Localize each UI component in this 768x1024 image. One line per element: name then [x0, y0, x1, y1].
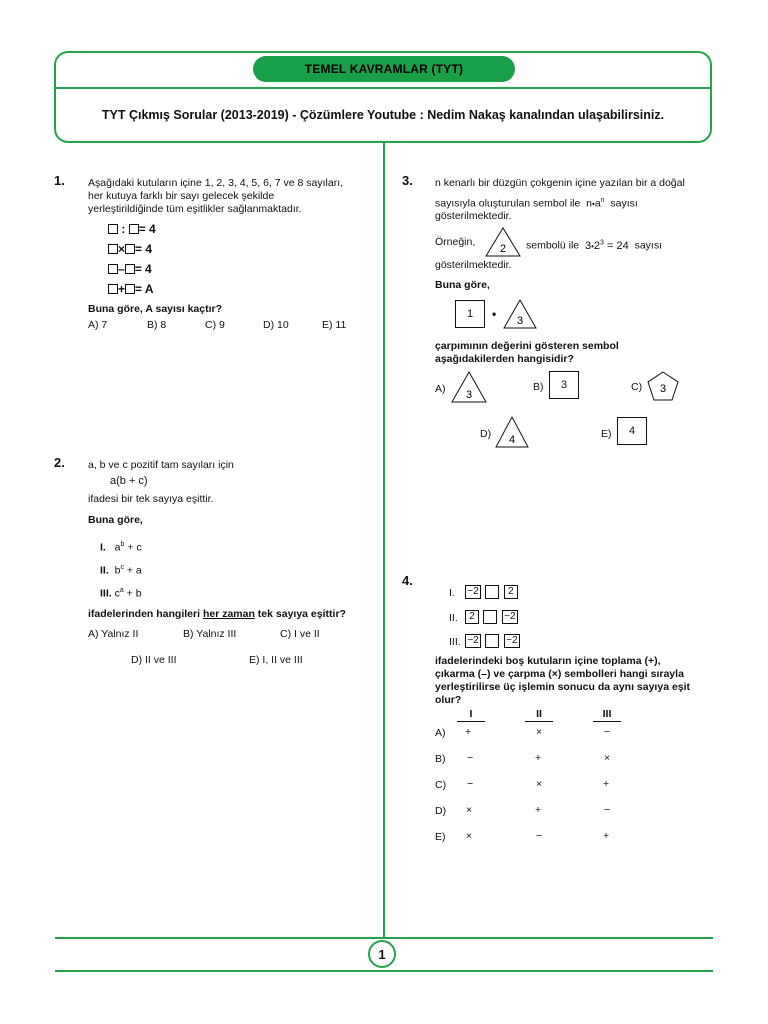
- q1-equation: + = A: [108, 282, 156, 302]
- q1-option: D) 10: [263, 319, 289, 331]
- q2-number: 2.: [54, 455, 65, 470]
- q4-header: III: [593, 708, 621, 722]
- q3-example-pre: Örneğin,: [435, 236, 476, 248]
- product-square: 1: [455, 300, 485, 328]
- q4-answer-cell: +: [535, 804, 542, 816]
- q4-answer-cell: +: [603, 778, 610, 790]
- q4-line4: olur?: [435, 694, 462, 706]
- svg-text:4: 4: [508, 434, 516, 446]
- q3-option-label: D): [480, 428, 492, 440]
- page-subtitle: TYT Çıkmış Sorular (2013-2019) - Çözümlere Youtube : Nedim Nakaş kanalından ulaşabilirsiniz.: [101, 108, 665, 122]
- svg-text:3: 3: [659, 383, 667, 395]
- q3-line3: gösterilmektedir.: [435, 210, 512, 222]
- q1-equation: × = 4: [108, 242, 156, 262]
- column-divider: [383, 143, 385, 938]
- q3-option-label: B): [533, 381, 544, 393]
- option-triangle-icon: [450, 370, 488, 404]
- product-dot: •: [492, 307, 497, 321]
- q4-answer-cell: ×: [604, 752, 611, 764]
- q1-option: B) 8: [147, 319, 167, 331]
- q4-text: [435, 655, 690, 707]
- q4-answer-cell: +: [603, 830, 610, 842]
- q2-line1: a, b ve c pozitif tam sayıları için: [88, 459, 234, 471]
- q2-option: D) II ve III: [131, 654, 177, 666]
- q4-header: I: [457, 708, 485, 722]
- option-square: 3: [549, 371, 579, 399]
- q4-answer-cell: −: [536, 830, 543, 842]
- q1-number: 1.: [54, 173, 65, 188]
- q3-example-mid: sembolü ile $3•2^3 = 24$ sayısı: [526, 239, 662, 252]
- q4-answer-cell: ×: [536, 778, 543, 790]
- q1-equation: : = 4: [108, 222, 156, 242]
- q4-number: 4.: [402, 573, 413, 588]
- header-divider: [55, 87, 711, 89]
- q4-answer-label: B): [435, 753, 446, 765]
- q4-line2: çıkarma (–) ve çarpma (×) sembolleri hangi sırayla: [435, 668, 684, 680]
- page-title: TEMEL KAVRAMLAR (TYT): [253, 56, 515, 82]
- q4-answer-cell: −: [467, 752, 474, 764]
- q3-question1: çarpımının değerini gösteren sembol: [435, 340, 619, 352]
- page-number: 1: [368, 940, 396, 968]
- q1-line1: Aşağıdaki kutuların içine 1, 2, 3, 4, 5, 6, 7 ve 8 sayıları,: [88, 177, 344, 189]
- q4-answer-label: D): [435, 805, 447, 817]
- q4-answer-cell: −: [467, 778, 474, 790]
- q4-expression-1: I. −2 2: [449, 583, 518, 601]
- option-triangle-icon: [494, 415, 530, 449]
- q4-answer-cell: +: [465, 726, 472, 738]
- svg-text:2: 2: [499, 243, 507, 255]
- q3-option-label: E): [601, 428, 612, 440]
- q2-option: B) Yalnız III: [183, 628, 237, 640]
- svg-text:3: 3: [516, 315, 524, 327]
- q1-equations: [108, 222, 156, 302]
- q3-line1: n kenarlı bir düzgün çokgenin içine yazılan bir a doğal: [435, 177, 685, 189]
- footer-line-top: [55, 937, 713, 939]
- q4-answer-label: A): [435, 727, 446, 739]
- q2-item-3: III. $c^a + b$: [100, 587, 142, 600]
- q2-option: E) I, II ve III: [249, 654, 303, 666]
- q2-item-2: II. $b^c + a$: [100, 564, 142, 577]
- q4-expression-3: III. −2 −2: [449, 632, 520, 650]
- q1-line2: her kutuya farklı bir sayı gelecek şekilde: [88, 190, 275, 202]
- q4-header: II: [525, 708, 553, 722]
- q2-option: C) I ve II: [280, 628, 320, 640]
- q2-line2: ifadesi bir tek sayıya eşittir.: [88, 493, 214, 505]
- q4-answer-cell: −: [604, 804, 611, 816]
- q3-line4: gösterilmektedir.: [435, 259, 512, 271]
- q1-option: C) 9: [205, 319, 225, 331]
- option-square: 4: [617, 417, 647, 445]
- product-triangle: [502, 298, 538, 330]
- q1-equation: – = 4: [108, 262, 156, 282]
- q2-question: ifadelerinden hangileri her zaman tek sayıya eşittir?: [88, 608, 346, 620]
- example-triangle: [484, 226, 522, 258]
- q1-text: [88, 177, 343, 216]
- q3-line2: sayısıyla oluşturulan sembol ile $n•a^n$ sayısı: [435, 197, 638, 210]
- q4-answer-cell: +: [535, 752, 542, 764]
- svg-text:3: 3: [465, 389, 473, 401]
- q4-line3: yerleştirilirse üç işlemin sonucu da aynı sayıya eşit: [435, 681, 691, 693]
- option-pentagon-icon: [646, 370, 680, 402]
- q2-option: A) Yalnız II: [88, 628, 139, 640]
- q3-number: 3.: [402, 173, 413, 188]
- q1-option: E) 11: [322, 319, 347, 331]
- q4-answer-label: C): [435, 779, 447, 791]
- q4-answer-cell: ×: [466, 830, 473, 842]
- q2-item-1: I. $a^b + c$: [100, 541, 142, 554]
- q4-answer-label: E): [435, 831, 446, 843]
- q3-option-label: A): [435, 383, 446, 395]
- footer-line-bottom: [55, 970, 713, 972]
- q4-expression-2: II. 2 −2: [449, 608, 518, 626]
- q3-option-label: C): [631, 381, 643, 393]
- q4-answer-cell: ×: [536, 726, 543, 738]
- q1-line3: yerleştirildiğinde tüm eşitlikler sağlanmaktadır.: [88, 203, 302, 215]
- q4-answer-cell: −: [604, 726, 611, 738]
- q3-question2: aşağıdakilerden hangisidir?: [435, 353, 574, 365]
- q4-answer-cell: ×: [466, 804, 473, 816]
- q1-question: Buna göre, A sayısı kaçtır?: [88, 303, 223, 315]
- q1-option: A) 7: [88, 319, 108, 331]
- q3-prompt: Buna göre,: [435, 279, 490, 291]
- q2-expression: a(b + c): [110, 475, 148, 487]
- q4-line1: ifadelerindeki boş kutuların içine toplama (+),: [435, 655, 661, 667]
- q2-prompt: Buna göre,: [88, 514, 143, 526]
